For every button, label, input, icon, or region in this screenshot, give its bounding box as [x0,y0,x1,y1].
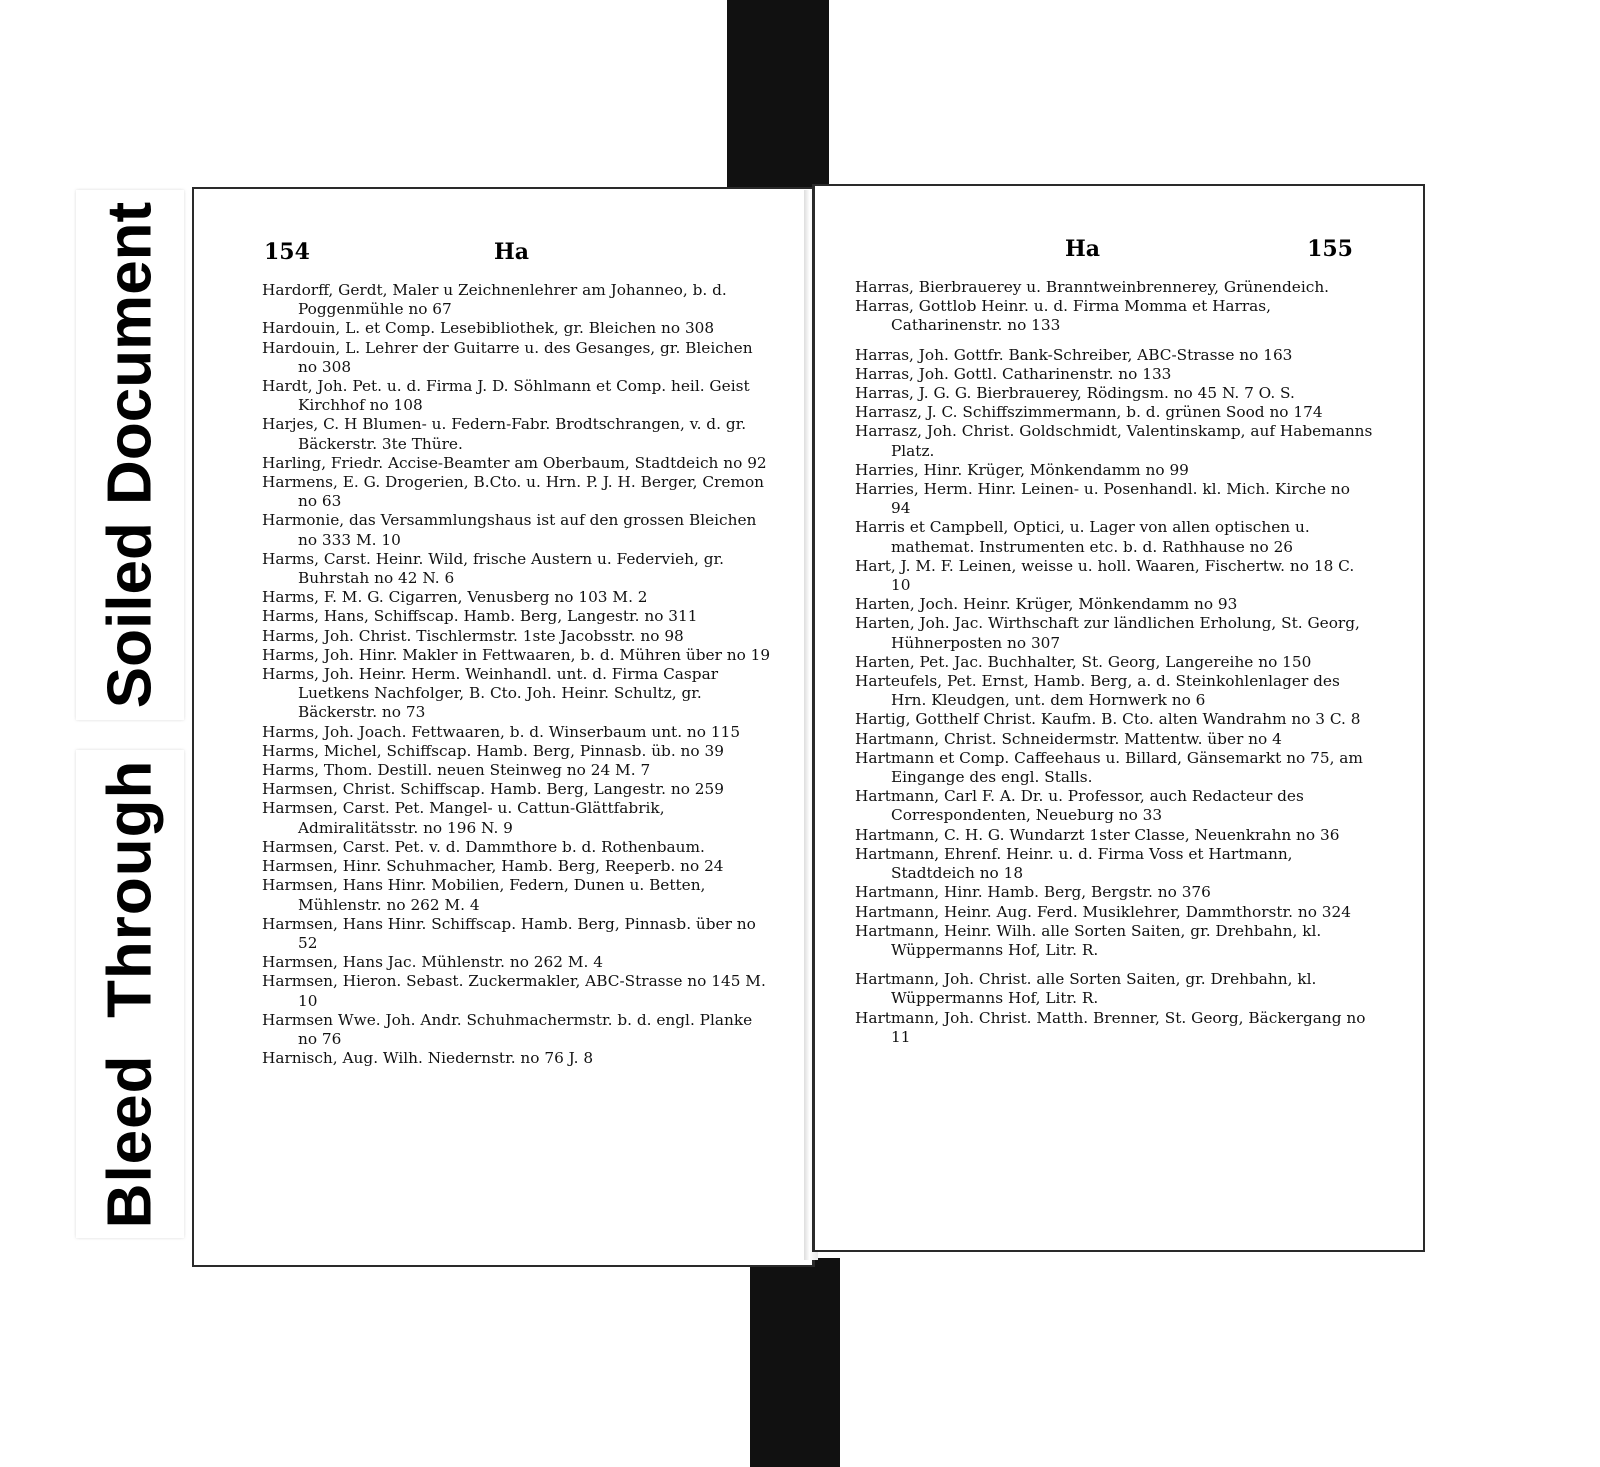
left-section-heading: Ha [494,239,530,265]
directory-entry: Harms, Thom. Destill. neuen Steinweg no 24 M. 7 [262,761,651,780]
directory-entry: Hartmann, Christ. Schneidermstr. Mattentw. über no 4 [855,729,1282,748]
left-page-header [264,239,772,273]
directory-entry: Hartmann, Ehrenf. Heinr. u. d. Firma Voss et Hartmann, Stadtdeich no 18 [855,844,1293,883]
directory-entry: Harmsen, Hinr. Schuhmacher, Hamb. Berg, Reeperb. no 24 [262,857,724,876]
directory-entry: Harras, Gottlob Heinr. u. d. Firma Momma et Harras, Catharinenstr. no 133 [855,297,1271,335]
soiled-document-text: Soiled Document [95,201,165,709]
directory-entry: Harris et Campbell, Optici, u. Lager von allen optischen u. mathemat. Instrumenten etc. b. d. Rathhause no 26 [855,518,1310,556]
directory-entry: Hartmann, Heinr. Aug. Ferd. Musiklehrer, Dammthorstr. no 324 [855,902,1351,921]
directory-entry: Harries, Herm. Hinr. Leinen- u. Posenhandl. kl. Mich. Kirche no 94 [855,480,1350,518]
directory-entry: Hartmann, Heinr. Wilh. alle Sorten Saiten, gr. Drehbahn, kl. Wüppermanns Hof, Litr. R. [855,921,1322,959]
directory-entry: Harten, Joh. Jac. Wirthschaft zur ländlichen Erholung, St. Georg, Hühnerposten no 307 [855,614,1360,652]
directory-entry: Hardt, Joh. Pet. u. d. Firma J. D. Söhlmann et Comp. heil. Geist Kirchhof no 108 [262,377,750,415]
left-page-number: 154 [264,239,310,265]
directory-entry: Hartmann, Joh. Christ. alle Sorten Saiten, gr. Drehbahn, kl. Wüppermanns Hof, Litr. R. [855,970,1317,1008]
directory-entry: Harrasz, J. C. Schiffszimmermann, b. d. grünen Sood no 174 [855,403,1323,422]
directory-entry: Harmsen Wwe. Joh. Andr. Schuhmachermstr. b. d. engl. Planke no 76 [262,1010,753,1048]
directory-entry: Harmens, E. G. Drogerien, B.Cto. u. Hrn. P. J. H. Berger, Cremon no 63 [262,473,765,511]
directory-entry: Hartmann, Hinr. Hamb. Berg, Bergstr. no 376 [855,883,1211,902]
directory-entry: Harjes, C. H Blumen- u. Federn-Fabr. Brodtschrangen, v. d. gr. Bäckerstr. 3te Thüre. [262,415,747,453]
directory-entry: Harries, Hinr. Krüger, Mönkendamm no 99 [855,460,1189,479]
directory-entry: Harmsen, Hans Hinr. Schiffscap. Hamb. Berg, Pinnasb. über no 52 [262,914,756,952]
directory-entry: Harling, Friedr. Accise-Beamter am Oberbaum, Stadtdeich no 92 [262,453,767,472]
directory-entry: Hartig, Gotthelf Christ. Kaufm. B. Cto. alten Wandrahm no 3 C. 8 [855,710,1361,729]
right-page [812,184,1425,1252]
left-directory-entries [262,281,774,1068]
film-tab-top [727,0,829,191]
right-page-header [885,236,1383,270]
soiled-document-label [76,190,184,720]
directory-entry: Hardorff, Gerdt, Maler u Zeichnenlehrer am Johanneo, b. d. Poggenmühle no 67 [262,281,727,319]
directory-entry: Hart, J. M. F. Leinen, weisse u. holl. Waaren, Fischertw. no 18 C. 10 [855,556,1355,595]
directory-entry: Harms, F. M. G. Cigarren, Venusberg no 103 M. 2 [262,588,648,607]
directory-entry: Harms, Joh. Hinr. Makler in Fettwaaren, b. d. Mühren über no 19 [262,645,771,664]
directory-entry: Harms, Michel, Schiffscap. Hamb. Berg, Pinnasb. üb. no 39 [262,741,724,760]
directory-entry: Harmonie, das Versammlungshaus ist auf den grossen Bleichen no 333 M. 10 [262,511,757,549]
directory-entry: Harnisch, Aug. Wilh. Niedernstr. no 76 J. 8 [262,1049,594,1068]
directory-entry: Harras, Bierbrauerey u. Branntweinbrennerey, Grünendeich. [855,278,1330,296]
directory-entry: Harten, Pet. Jac. Buchhalter, St. Georg, Langereihe no 150 [855,652,1312,671]
bleed-through-label [76,750,184,1238]
bleed-through-text: Bleed Through [95,759,165,1229]
directory-entry: Harms, Joh. Heinr. Herm. Weinhandl. unt. d. Firma Caspar Luetkens Nachfolger, B. Cto. Joh. Heinr. Schultz, gr. Bäckerstr. no 73 [262,665,719,722]
film-tab-bottom [750,1258,840,1467]
directory-entry: Harmsen, Carst. Pet. Mangel- u. Cattun-Glättfabrik, Admiralitätsstr. no 196 N. 9 [262,799,665,837]
directory-entry: Harms, Carst. Heinr. Wild, frische Austern u. Federvieh, gr. Buhrstah no 42 N. 6 [262,549,724,588]
directory-entry: Hartmann, Joh. Christ. Matth. Brenner, St. Georg, Bäckergang no 11 [855,1008,1366,1046]
directory-entry: Harrasz, Joh. Christ. Goldschmidt, Valentinskamp, auf Habemanns Platz. [855,422,1373,460]
directory-entry: Hartmann, Carl F. A. Dr. u. Professor, auch Redacteur des Correspondenten, Neueburg no 33 [855,787,1304,825]
directory-entry: Harms, Joh. Joach. Fettwaaren, b. d. Winserbaum unt. no 115 [262,722,741,741]
directory-entry: Harmsen, Hans Jac. Mühlenstr. no 262 M. 4 [262,953,603,972]
right-section-heading: Ha [1065,236,1101,262]
directory-entry: Harteufels, Pet. Ernst, Hamb. Berg, a. d. Steinkohlenlager des Hrn. Kleudgen, unt. dem Hornwerk no 6 [855,672,1340,710]
directory-entry: Harras, J. G. G. Bierbrauerey, Rödingsm. no 45 N. 7 O. S. [855,384,1295,403]
left-page [192,187,815,1267]
directory-entry: Hartmann, C. H. G. Wundarzt 1ster Classe, Neuenkrahn no 36 [855,825,1340,844]
directory-entry: Harras, Joh. Gottfr. Bank-Schreiber, ABC-Strasse no 163 [855,345,1293,364]
directory-entry: Harten, Joch. Heinr. Krüger, Mönkendamm no 93 [855,595,1238,614]
directory-entry: Harmsen, Hieron. Sebast. Zuckermakler, ABC-Strasse no 145 M. 10 [262,972,766,1010]
directory-entry: Harms, Joh. Christ. Tischlermstr. 1ste Jacobsstr. no 98 [262,626,684,645]
directory-entry: Hardouin, L. Lehrer der Guitarre u. des Gesanges, gr. Bleichen no 308 [262,338,753,376]
right-directory-entries [855,278,1373,1047]
directory-entry: Harras, Joh. Gottl. Catharinenstr. no 133 [855,364,1172,383]
directory-entry: Hartmann et Comp. Caffeehaus u. Billard, Gänsemarkt no 75, am Eingange des engl. Stalls. [855,748,1363,787]
directory-entry: Harmsen, Hans Hinr. Mobilien, Federn, Dunen u. Betten, Mühlenstr. no 262 M. 4 [262,876,706,914]
directory-entry: Harmsen, Carst. Pet. v. d. Dammthore b. d. Rothenbaum. [262,837,705,856]
directory-entry: Harmsen, Christ. Schiffscap. Hamb. Berg, Langestr. no 259 [262,780,725,799]
right-page-number: 155 [1307,236,1353,262]
directory-entry: Hardouin, L. et Comp. Lesebibliothek, gr. Bleichen no 308 [262,319,715,338]
directory-entry: Harms, Hans, Schiffscap. Hamb. Berg, Langestr. no 311 [262,607,698,626]
